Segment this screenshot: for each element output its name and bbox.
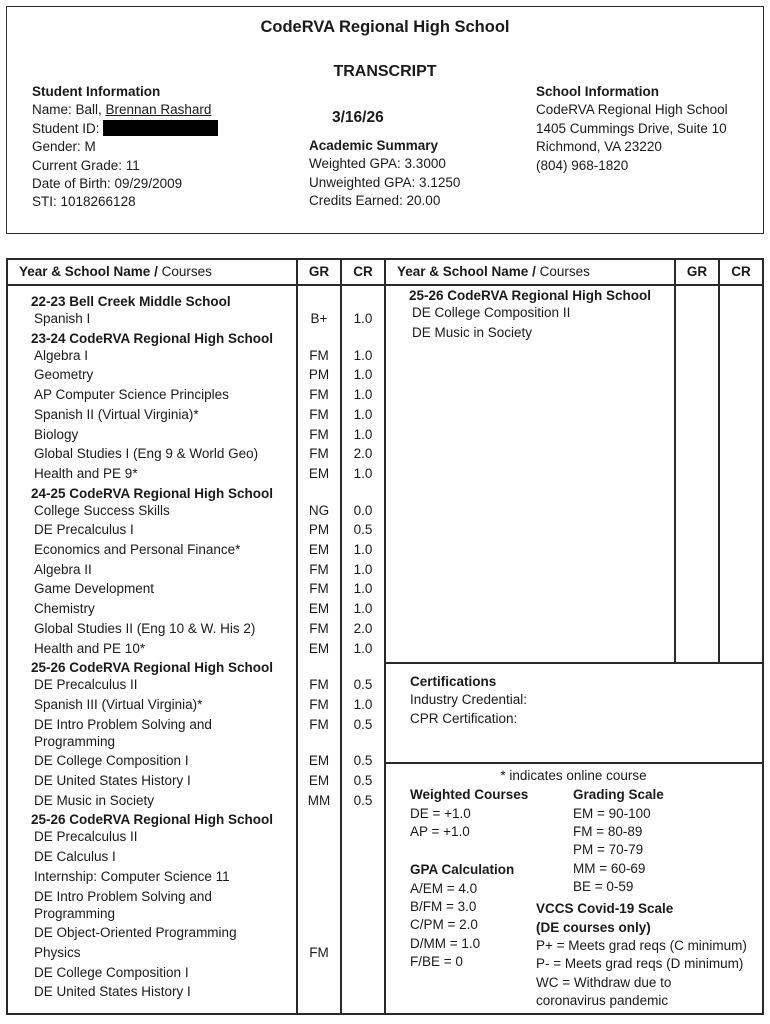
course-name: Economics and Personal Finance* — [34, 542, 241, 557]
student-current-grade: Current Grade: 11 — [32, 157, 140, 173]
student-id-label: Student ID: — [32, 120, 100, 136]
right-col-header-name — [397, 259, 590, 285]
course-name: Global Studies II (Eng 10 & W. His 2) — [34, 620, 256, 636]
header-courses: Courses — [539, 264, 590, 279]
course-grade: B+ — [310, 311, 328, 326]
course-name: Internship: Computer Science 11 — [34, 868, 230, 884]
table-right-border — [762, 258, 764, 1015]
course-grade: FM — [309, 426, 329, 442]
academic-summary — [309, 137, 460, 211]
course-name: DE Calculus I — [34, 849, 116, 865]
course-name: DE Precalculus II — [34, 829, 138, 845]
course-credit: 0.5 — [353, 792, 373, 808]
course-grade — [297, 923, 341, 943]
course-grade: FM — [309, 677, 329, 693]
course-credit: 1.0 — [353, 387, 373, 403]
course-grade: PM — [308, 367, 330, 383]
course-credit: 1.0 — [353, 426, 373, 442]
grading-scale-heading: Grading Scale — [573, 787, 664, 802]
course-name: Health and PE 10* — [34, 640, 146, 656]
course-credit: 1.0 — [353, 367, 373, 383]
school-address-1: 1405 Cummings Drive, Suite 10 — [536, 120, 727, 136]
header-year-school: Year & School Name — [397, 264, 529, 279]
course-name: DE United States History I — [34, 773, 191, 788]
header-courses: Courses — [161, 264, 212, 279]
course-name: Physics — [34, 944, 81, 960]
school-year-heading: 25-26 CodeRVA Regional High School — [31, 660, 274, 676]
course-grade: FM — [309, 944, 329, 960]
course-grade — [675, 303, 719, 323]
course-grade — [297, 982, 341, 1002]
course-grade: PM — [308, 522, 330, 538]
legend-divider — [384, 762, 763, 764]
course-name: Algebra II — [34, 561, 92, 577]
table-left-border — [6, 258, 8, 1015]
course-name: DE College Composition I — [34, 964, 189, 980]
grading-item: FM = 80-89 — [573, 824, 643, 839]
course-name: Geometry — [34, 367, 94, 383]
course-credit: 0.5 — [353, 677, 373, 693]
cpr-certification: CPR Certification: — [410, 710, 518, 726]
student-id — [32, 120, 218, 138]
school-title: CodeRVA Regional High School — [260, 18, 510, 36]
document-title: TRANSCRIPT — [333, 63, 437, 80]
course-name: Spanish II (Virtual Virginia)* — [34, 406, 199, 422]
course-credit — [341, 827, 385, 847]
course-credit: 0.5 — [353, 522, 373, 538]
right-col-header-gr: GR — [686, 264, 708, 279]
course-credit: 0.5 — [353, 753, 373, 769]
course-name: DE United States History I — [34, 984, 191, 1000]
student-dob: Date of Birth: 09/29/2009 — [32, 176, 183, 192]
course-name: DE Object-Oriented Programming — [34, 925, 237, 941]
course-grade: FM — [309, 387, 329, 403]
school-phone: (804) 968-1820 — [536, 157, 629, 173]
course-grade — [675, 323, 719, 343]
transcript-date: 3/16/26 — [332, 109, 384, 126]
grading-item: PM = 70-79 — [573, 842, 644, 857]
gpa-item: D/MM = 1.0 — [410, 936, 481, 951]
course-grade: FM — [309, 347, 329, 363]
course-grade: EM — [308, 640, 330, 656]
industry-credential: Industry Credential: — [410, 692, 528, 708]
gpa-item: A/EM = 4.0 — [410, 881, 478, 896]
vccs-heading: VCCS Covid-19 Scale — [536, 901, 674, 916]
online-course-note: * indicates online course — [500, 768, 647, 783]
gpa-item: B/FM = 3.0 — [410, 899, 477, 914]
course-name: DE College Composition II — [412, 305, 571, 320]
course-credit: 0.0 — [353, 502, 373, 518]
course-credit — [341, 887, 385, 907]
school-name: CodeRVA Regional High School — [536, 102, 728, 118]
course-name: Spanish I — [34, 311, 91, 326]
course-grade: FM — [309, 406, 329, 422]
course-credit: 2.0 — [353, 446, 373, 462]
academic-summary-heading: Academic Summary — [309, 138, 439, 153]
course-name: College Success Skills — [34, 502, 170, 518]
course-credit: 1.0 — [353, 465, 373, 481]
header-sep: / — [150, 264, 162, 279]
course-grade: MM — [307, 792, 331, 808]
course-grade: EM — [308, 601, 330, 617]
course-credit: 1.0 — [353, 406, 373, 422]
course-credit: 1.0 — [353, 311, 373, 326]
course-credit: 1.0 — [353, 601, 373, 617]
certifications-heading: Certifications — [410, 674, 497, 689]
student-name — [32, 101, 218, 119]
course-grade: FM — [309, 620, 329, 636]
weighted-courses-heading: Weighted Courses — [410, 787, 529, 802]
course-name: Chemistry — [34, 601, 95, 617]
course-credit — [341, 943, 385, 963]
weighted-item: AP = +1.0 — [410, 824, 470, 839]
left-col-header-name — [19, 259, 212, 285]
course-grade: NG — [308, 502, 330, 518]
grading-item: BE = 0-59 — [573, 879, 634, 894]
course-grade: EM — [308, 773, 330, 788]
course-credit: 1.0 — [353, 696, 373, 712]
school-year-heading: 24-25 CodeRVA Regional High School — [31, 485, 274, 501]
course-credit: 1.0 — [353, 640, 373, 656]
credits-earned: Credits Earned: 20.00 — [309, 193, 441, 209]
grading-item: EM = 90-100 — [573, 806, 651, 821]
student-id-redaction — [103, 120, 218, 136]
course-name: DE Precalculus II — [34, 677, 138, 693]
course-grade — [297, 827, 341, 847]
course-credit — [341, 867, 385, 887]
course-credit: 0.5 — [353, 773, 373, 788]
course-credit: 2.0 — [353, 620, 373, 636]
course-grade: EM — [308, 753, 330, 769]
course-name-continued: Programming — [34, 733, 116, 749]
grading-item: MM = 60-69 — [573, 861, 646, 876]
course-credit — [719, 323, 763, 343]
course-grade: FM — [309, 446, 329, 462]
course-credit — [341, 982, 385, 1002]
student-gender: Gender: M — [32, 139, 96, 155]
right-col-header-cr: CR — [731, 264, 751, 279]
student-information — [32, 83, 218, 212]
course-name: DE Intro Problem Solving and — [34, 888, 212, 904]
certifications-divider — [384, 662, 763, 664]
course-credit: 0.5 — [353, 716, 373, 732]
course-credit: 1.0 — [353, 347, 373, 363]
course-grade: FM — [309, 561, 329, 577]
weighted-gpa: Weighted GPA: 3.3000 — [309, 156, 446, 172]
vccs-item: coronavirus pandemic — [536, 993, 669, 1008]
course-credit: 1.0 — [353, 561, 373, 577]
course-name: Algebra I — [34, 347, 89, 363]
left-col-header-gr: GR — [308, 264, 330, 279]
school-info-heading: School Information — [536, 84, 659, 99]
student-sti: STI: 1018266128 — [32, 194, 136, 210]
transcript-header — [6, 6, 764, 234]
course-grade — [297, 963, 341, 983]
course-name: DE Music in Society — [34, 792, 155, 808]
school-year-heading: 25-26 CodeRVA Regional High School — [409, 288, 652, 303]
course-grade — [297, 847, 341, 867]
course-grade: FM — [309, 581, 329, 597]
school-year-heading: 25-26 CodeRVA Regional High School — [31, 812, 274, 828]
course-grade: EM — [308, 542, 330, 557]
course-name: DE College Composition I — [34, 753, 189, 769]
course-name: DE Precalculus I — [34, 522, 134, 538]
course-credit — [719, 303, 763, 323]
weighted-item: DE = +1.0 — [410, 806, 471, 821]
vccs-item: P- = Meets grad reqs (D minimum) — [536, 956, 744, 971]
course-grade — [297, 867, 341, 887]
vccs-item: WC = Withdraw due to — [536, 975, 672, 990]
course-name-continued: Programming — [34, 905, 116, 921]
left-col-header-cr: CR — [353, 264, 373, 279]
course-grade: EM — [308, 465, 330, 481]
course-credit — [341, 963, 385, 983]
gpa-item: C/PM = 2.0 — [410, 917, 478, 932]
course-name: Biology — [34, 426, 79, 442]
course-name: AP Computer Science Principles — [34, 387, 229, 403]
school-year-heading: 22-23 Bell Creek Middle School — [31, 294, 231, 309]
school-address-2: Richmond, VA 23220 — [536, 139, 662, 155]
vccs-item: P+ = Meets grad reqs (C minimum) — [536, 938, 747, 953]
gpa-calculation-heading: GPA Calculation — [410, 862, 515, 877]
name-underlined: Brennan Rashard — [105, 102, 212, 118]
header-year-school: Year & School Name — [19, 264, 151, 279]
course-name: Spanish III (Virtual Virginia)* — [34, 696, 203, 712]
vccs-subheading: (DE courses only) — [536, 920, 651, 935]
course-name: Global Studies I (Eng 9 & World Geo) — [34, 446, 259, 462]
course-grade: FM — [309, 696, 329, 712]
gpa-item: F/BE = 0 — [410, 954, 463, 969]
certifications-section — [410, 673, 527, 728]
header-sep: / — [528, 264, 540, 279]
course-credit — [341, 847, 385, 867]
course-name: Health and PE 9* — [34, 465, 138, 481]
course-grade: FM — [309, 716, 329, 732]
student-info-heading: Student Information — [32, 84, 161, 99]
course-credit — [341, 923, 385, 943]
name-label: Name: Ball, — [32, 102, 106, 118]
unweighted-gpa: Unweighted GPA: 3.1250 — [309, 174, 461, 190]
course-name: DE Music in Society — [412, 324, 533, 340]
course-credit: 1.0 — [353, 542, 373, 557]
school-information — [536, 83, 728, 175]
course-name: DE Intro Problem Solving and — [34, 716, 212, 732]
school-year-heading: 23-24 CodeRVA Regional High School — [31, 330, 274, 346]
course-grade — [297, 887, 341, 907]
course-name: Game Development — [34, 581, 155, 597]
course-credit: 1.0 — [353, 581, 373, 597]
